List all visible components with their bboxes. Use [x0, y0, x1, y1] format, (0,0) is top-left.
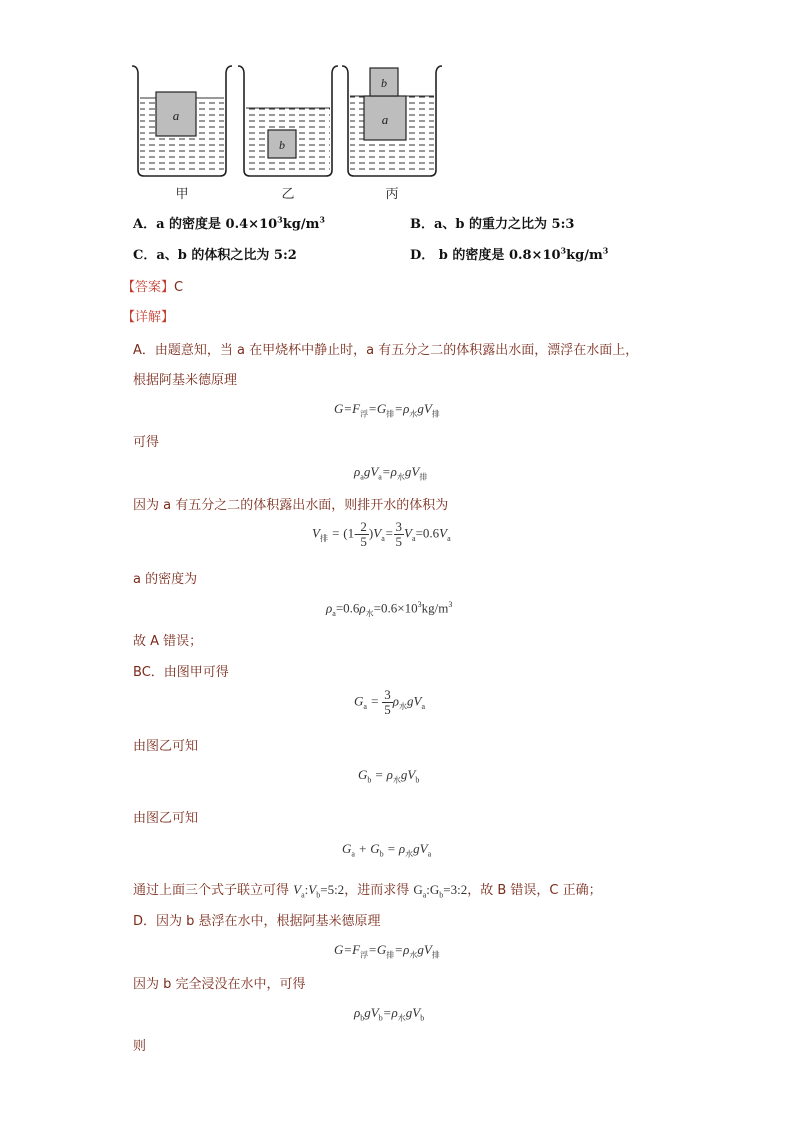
equation-1: $G=F_浮=G_排=\rho_水gV_排$	[334, 401, 440, 419]
label-b-yi: b	[279, 138, 285, 152]
text-line-11: D．因为 b 悬浮在水中，根据阿基米德原理	[133, 914, 381, 929]
caption-yi: 乙	[281, 187, 295, 202]
text-line-3: 可得	[133, 435, 160, 450]
text-line-12: 因为 b 完全浸没在水中，可得	[133, 977, 306, 992]
option-c: C．a、b 的体积之比为 5:2	[133, 248, 297, 263]
equation-6: $G_b = \rho_水gV_b$	[358, 767, 420, 785]
text-line-9: 由图乙可知	[133, 811, 199, 826]
equation-4: $\rho_a=0.6\rho_水=0.6\times 10^3kg/m^3$	[326, 600, 453, 618]
beaker-yi	[238, 66, 338, 176]
equation-3: $V_排 = (1-$ $\frac{2}{5}$ )$V_a=$ $\frac{3}{5}$ $V_a=0.6V_a$	[312, 519, 451, 549]
text-line-8: 由图乙可知	[133, 739, 199, 754]
label-a-jia: a	[172, 108, 180, 123]
text-line-10: 通过上面三个式子联立可得 $V_a:V_b=5:2$，进而求得 $G_a:G_b=3:2$，故 B 错误，C 正确；	[133, 882, 602, 900]
option-a: A．a 的密度是 $0.4\times 10^3kg/m^3$	[133, 214, 325, 232]
label-b-bing: b	[381, 76, 387, 90]
beaker-bing	[342, 66, 442, 176]
equation-2: $\rho_agV_a=\rho_水gV_排$	[354, 464, 428, 482]
caption-bing: 丙	[385, 187, 399, 202]
equation-10: $G=F_浮=G_排=\rho_水gV_排$	[334, 942, 440, 960]
option-d: D． b 的密度是 $0.8\times 10^3kg/m^3$	[410, 245, 609, 263]
option-b: B．a、b 的重力之比为 5:3	[410, 217, 575, 232]
text-line-13: 则	[133, 1039, 147, 1054]
equation-5: $G_a$ = $\frac{3}{5}$ $\rho_水gV_a$	[354, 687, 425, 717]
label-a-bing: a	[381, 112, 389, 127]
text-line-7: BC．由图甲可得	[133, 665, 229, 680]
answer-line: 【答案】C	[122, 280, 184, 295]
beakers-figure	[128, 58, 448, 208]
text-line-1: A．由题意知，当 a 在甲烧杯中静止时，a 有五分之二的体积露出水面，漂浮在水面上，	[133, 343, 639, 358]
detail-label: 【详解】	[122, 310, 175, 325]
text-line-6: 故 A 错误；	[133, 634, 203, 649]
text-line-5: a 的密度为	[133, 572, 198, 587]
text-line-4: 因为 a 有五分之二的体积露出水面，则排开水的体积为	[133, 498, 449, 513]
beaker-jia	[132, 66, 232, 176]
equation-11: $\rho_bgV_b=\rho_水gV_b$	[354, 1005, 425, 1023]
equation-7: $G_a + G_b = \rho_水gV_a$	[342, 841, 432, 859]
caption-jia: 甲	[175, 187, 189, 202]
text-line-2: 根据阿基米德原理	[133, 373, 238, 388]
